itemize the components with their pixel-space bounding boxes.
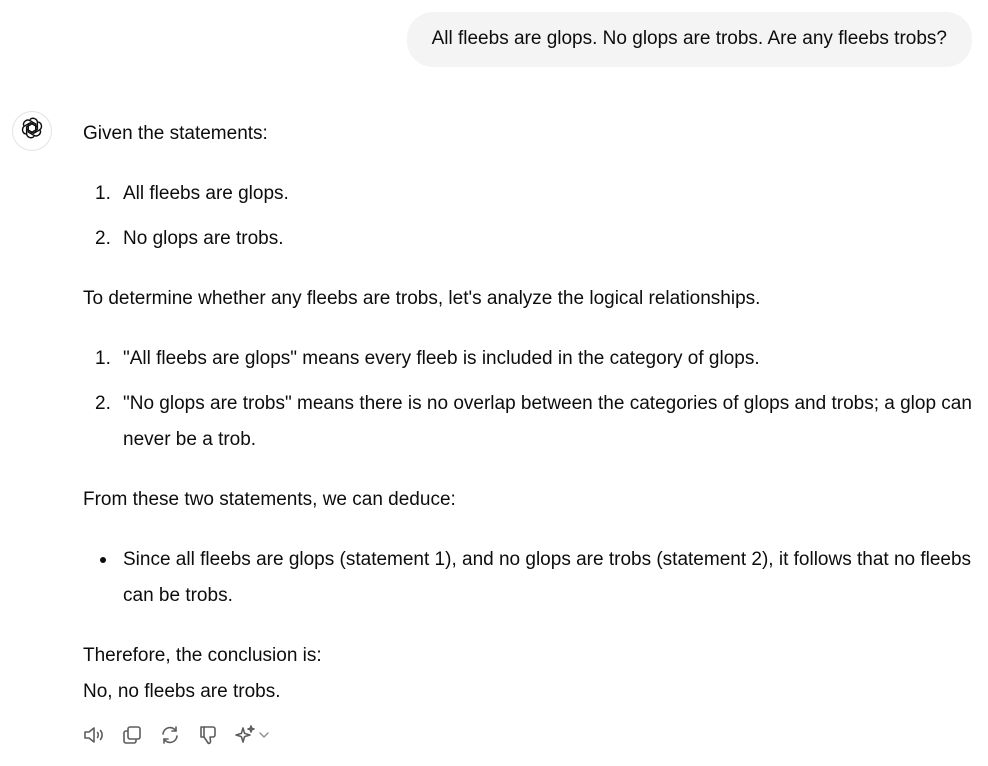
chevron-down-icon xyxy=(258,729,270,741)
read-aloud-icon xyxy=(82,724,106,746)
list-item xyxy=(83,341,973,377)
list-item-text: Since all fleebs are glops (statement 1), and no glops are trobs (statement 2), it follows that no fleebs can be trobs. xyxy=(123,549,972,606)
regenerate-icon xyxy=(159,724,181,746)
thumbs-down-button[interactable] xyxy=(194,722,222,748)
list-item-text: All fleebs are glops. xyxy=(123,183,289,204)
assistant-message xyxy=(83,116,973,710)
assistant-avatar xyxy=(12,111,52,151)
statements-list xyxy=(83,176,973,257)
analysis-intro: To determine whether any fleebs are trobs, let's analyze the logical relationships. xyxy=(83,288,761,309)
sparkle-icon xyxy=(234,724,256,746)
copy-icon xyxy=(121,724,143,746)
copy-button[interactable] xyxy=(118,722,146,748)
openai-logo-icon xyxy=(20,116,44,146)
deductions-list xyxy=(83,542,973,614)
list-item xyxy=(83,542,973,614)
user-message-bubble: All fleebs are glops. No glops are trobs. Are any fleebs trobs? xyxy=(407,12,972,67)
list-item-text: No glops are trobs. xyxy=(123,228,284,249)
list-item-text: "No glops are trobs" means there is no overlap between the categories of glops and trobs; a glop can never be a trob. xyxy=(123,393,972,450)
conclusion-text: No, no fleebs are trobs. xyxy=(83,681,281,702)
list-marker: 2. xyxy=(95,393,111,414)
thumbs-down-icon xyxy=(197,724,219,746)
message-actions-toolbar xyxy=(80,722,272,748)
user-message-row xyxy=(407,12,972,67)
list-item xyxy=(83,176,973,212)
deduce-intro: From these two statements, we can deduce: xyxy=(83,489,456,510)
conclusion-intro: Therefore, the conclusion is: xyxy=(83,645,322,666)
list-item xyxy=(83,221,973,257)
list-marker: 1. xyxy=(95,348,111,369)
statements-intro: Given the statements: xyxy=(83,123,268,144)
analysis-list xyxy=(83,341,973,458)
list-item-text: "All fleebs are glops" means every fleeb is included in the category of glops. xyxy=(123,348,760,369)
list-item xyxy=(83,386,973,458)
model-switcher-button[interactable] xyxy=(232,722,272,748)
bullet-marker xyxy=(100,557,106,563)
regenerate-button[interactable] xyxy=(156,722,184,748)
list-marker: 2. xyxy=(95,228,111,249)
list-marker: 1. xyxy=(95,183,111,204)
read-aloud-button[interactable] xyxy=(80,722,108,748)
